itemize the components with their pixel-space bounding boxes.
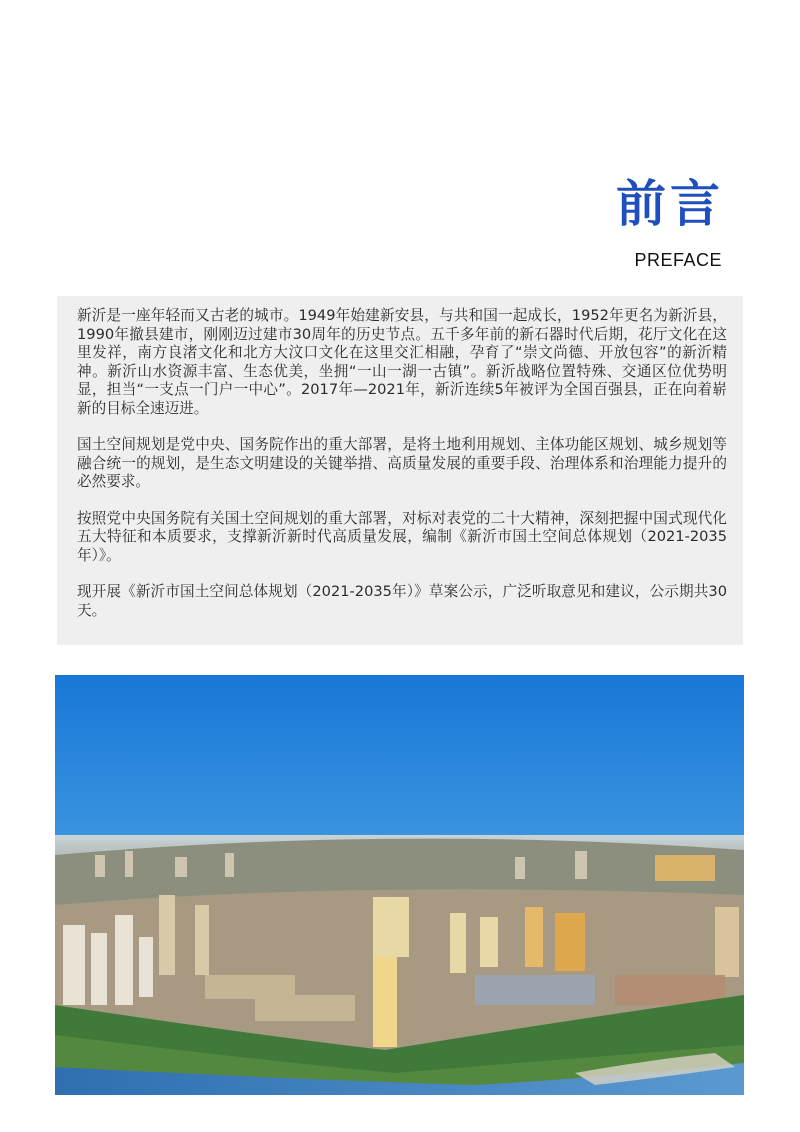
paragraph-planning-significance: 国土空间规划是党中央、国务院作出的重大部署，是将土地利用规划、主体功能区规划、城乡规划等融合统一的规划，是生态文明建设的关键举措、高质量发展的重要手段、治理体系和治理能力提升的必然要求。 — [77, 436, 727, 490]
paragraph-public-notice: 现开展《新沂市国土空间总体规划（2021-2035年）》草案公示，广泛听取意见和建议，公示期共30天。 — [77, 583, 727, 619]
page-subtitle: PREFACE — [634, 250, 722, 270]
city-aerial-photo — [55, 675, 744, 1095]
paragraph-planning-basis: 按照党中央国务院有关国土空间规划的重大部署，对标对表党的二十大精神，深刻把握中国式现代化五大特征和本质要求，支撑新沂新时代高质量发展，编制《新沂市国土空间总体规划（2021-2035年）》。 — [77, 509, 727, 564]
page-title: 前言 — [616, 175, 724, 233]
paragraph-intro: 新沂是一座年轻而又古老的城市。1949年始建新安县，与共和国一起成长，1952年更名为新沂县，1990年撤县建市，刚刚迈过建市30周年的历史节点。五千多年前的新石器时代后期，花厅文化在这里发祥，南方良渚文化和北方大汶口文化在这里交汇相融，孕育了“崇文尚德、开放包容”的新沂精神。新沂山水资源丰富、生态优美，坐拥“一山一湖一古镇”。新沂战略位置特殊、交通区位优势明显，担当“一支点一门户一中心”。2017年—2021年，新沂连续5年被评为全国百强县，正在向着崭新的目标全速迈进。 — [77, 307, 727, 417]
preface-text-panel — [57, 296, 743, 645]
